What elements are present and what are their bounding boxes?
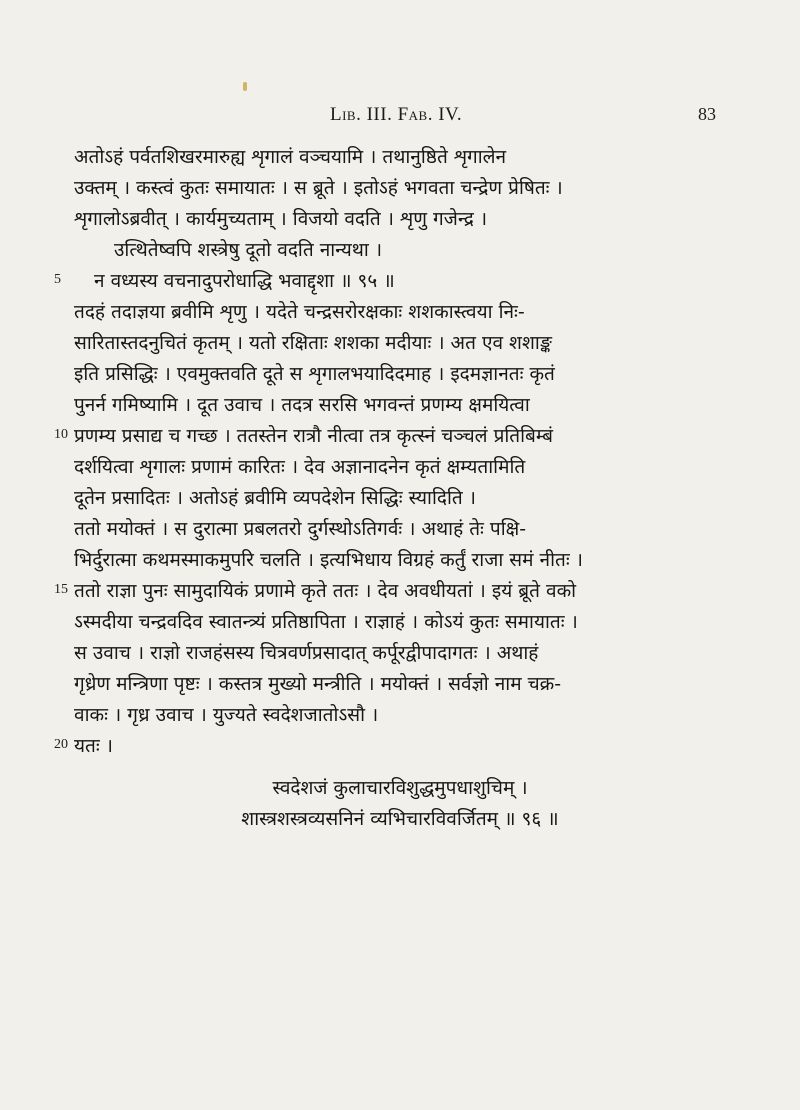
line-text: तदहं तदाज्ञया ब्रवीमि शृणु । यदेते चन्द्रसरोरक्षकाः शशकास्त्वया निः- [74,301,525,323]
line-text: अतोऽहं पर्वतशिखरमारुह्य शृगालं वञ्चयामि । तथानुष्ठिते शृगालेन [74,146,507,168]
line-text: उत्थितेष्वपि शस्त्रेषु दूतो वदति नान्यथा । [114,239,383,261]
line-number: 10 [54,427,68,442]
line-text: शृगालोऽब्रवीत् । कार्यमुच्यताम् । विजयो वदति । शृणु गजेन्द्र । [74,208,488,230]
line-text: ततो मयोक्तं । स दुरात्मा प्रबलतरो दुर्गस्थोऽतिगर्वः । अथाहं तेः पक्षि- [74,518,527,540]
line-text: पुनर्न गमिष्यामि । दूत उवाच । तदत्र सरसि भगवन्तं प्रणम्य क्षमयित्वा [74,394,530,416]
line-text: वाकः । गृध्र उवाच । युज्यते स्वदेशजातोऽसौ । [74,704,379,726]
line-text: उक्तम् । कस्त्वं कुतः समायातः । स ब्रूते । इतोऽहं भगवता चन्द्रेण प्रेषितः । [74,177,563,199]
verse-line: शास्त्रशस्त्रव्यसनिनं व्यभिचारविवर्जितम् ॥ ९६ ॥ [241,808,559,830]
line-text: गृध्रेण मन्त्रिणा पृष्टः । कस्तत्र मुख्यो मन्त्रीति । मयोक्तं । सर्वज्ञो नाम चक्र- [74,673,562,695]
line-text: यतः । [74,735,113,757]
line-text: दर्शयित्वा शृगालः प्रणामं कारितः । देव अज्ञानादनेन कृतं क्षम्यतामिति [74,456,526,478]
line-text: सारितास्तदनुचितं कृतम् । यतो रक्षिताः शशका मदीयाः । अत एव शशाङ्क [74,332,552,354]
line-text: भिर्दुरात्मा कथमस्माकमुपरि चलति । इत्यभिधाय विग्रहं कर्तुं राजा समं नीतः । [74,549,583,571]
line-text: प्रणम्य प्रसाद्य च गच्छ । ततस्तेन रात्रौ नीत्वा तत्र कृत्स्नं चञ्चलं प्रतिबिम्बं [74,425,553,447]
line-text: ततो राज्ञा पुनः सामुदायिकं प्रणामे कृते ततः । देव अवधीयतां । इयं ब्रूते वको [74,580,577,602]
running-head: Lib. III. Fab. IV. [330,104,463,125]
line-text: ऽस्मदीया चन्द्रवदिव स्वातन्त्र्यं प्रतिष्ठापिता । राज्ञाहं । कोऽयं कुतः समायातः । [74,611,578,633]
line-number: 20 [54,737,68,752]
line-text: इति प्रसिद्धिः । एवमुक्तवति दूते स शृगालभयादिदमाह । इदमज्ञानतः कृतं [74,363,555,385]
verse-line: स्वदेशजं कुलाचारविशुद्धमुपधाशुचिम् । [272,777,528,799]
line-number: 5 [54,272,61,287]
page-number: 83 [698,104,716,124]
line-text: दूतेन प्रसादितः । अतोऽहं ब्रवीमि व्यपदेशेन सिद्धिः स्यादिति । [74,487,476,509]
line-number: 15 [54,582,68,597]
line-text: न वध्यस्य वचनादुपरोधाद्धि भवाद्दृशा ॥ ९५ ॥ [94,270,395,292]
line-text: स उवाच । राज्ञो राजहंसस्य चित्रवर्णप्रसादात् कर्पूरद्वीपादागतः । अथाहं [74,642,539,664]
